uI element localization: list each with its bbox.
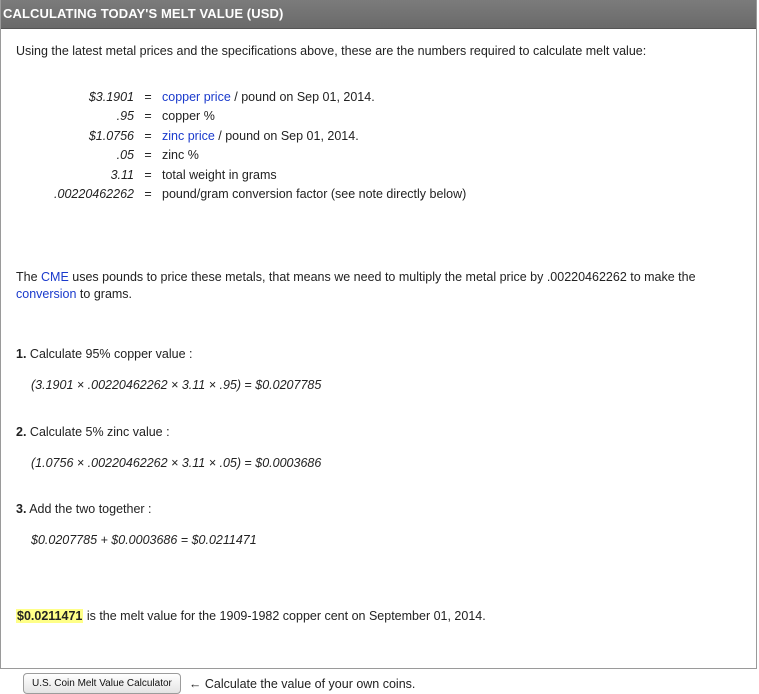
cme-note bbox=[16, 269, 741, 303]
step-3-formula bbox=[31, 533, 257, 547]
step-3-heading bbox=[16, 502, 152, 516]
cme-note-text: The bbox=[16, 270, 42, 284]
step-2-formula bbox=[31, 456, 321, 470]
spec-description-text: / pound on Sep 01, 2014. bbox=[230, 89, 375, 104]
spec-description bbox=[162, 126, 466, 146]
spec-description-text: zinc % bbox=[162, 148, 199, 163]
copper-price-link[interactable]: copper price bbox=[162, 89, 231, 104]
intro-text: Using the latest metal prices and the specifications above, these are the numbers required to calculate melt value: bbox=[16, 44, 647, 58]
spec-description-text: pound/gram conversion factor (see note directly below) bbox=[162, 187, 467, 202]
step-1-formula bbox=[31, 378, 321, 392]
specs-table bbox=[36, 87, 466, 204]
panel-header: CALCULATING TODAY'S MELT VALUE (USD) bbox=[1, 0, 756, 29]
formula-result: $0.0207785 bbox=[255, 378, 322, 392]
spec-row bbox=[36, 185, 466, 205]
formula-expression: (1.0756 × .00220462262 × 3.11 × .05) bbox=[31, 456, 242, 470]
spec-value: $3.1901 bbox=[88, 89, 134, 104]
spec-description bbox=[162, 165, 466, 185]
spec-equals: = bbox=[144, 148, 152, 163]
melt-value-text: is the melt value for the 1909-1982 copper cent on September 01, 2014. bbox=[83, 609, 486, 623]
spec-description bbox=[162, 107, 466, 127]
spec-row bbox=[36, 87, 466, 107]
spec-equals: = bbox=[144, 187, 152, 202]
spec-description bbox=[162, 146, 466, 166]
spec-equals: = bbox=[144, 109, 152, 124]
step-label: Add the two together : bbox=[26, 502, 152, 516]
zinc-price-link[interactable]: zinc price bbox=[162, 128, 215, 143]
step-number: 3. bbox=[16, 502, 27, 516]
spec-equals: = bbox=[144, 89, 152, 104]
formula-equals: = bbox=[241, 378, 256, 392]
step-label: Calculate 5% zinc value : bbox=[26, 425, 170, 439]
spec-row bbox=[36, 126, 466, 146]
formula-expression: $0.0207785 + $0.0003686 = $0.0211471 bbox=[31, 533, 257, 547]
step-number: 1. bbox=[16, 347, 27, 361]
spec-row bbox=[36, 146, 466, 166]
step-2-heading bbox=[16, 425, 170, 439]
spec-value: .00220462262 bbox=[54, 187, 134, 202]
calculator-row bbox=[23, 673, 415, 694]
conversion-link[interactable]: conversion bbox=[16, 287, 77, 301]
formula-equals: = bbox=[241, 456, 256, 470]
formula-result: $0.0003686 bbox=[255, 456, 322, 470]
step-number: 2. bbox=[16, 425, 27, 439]
spec-value: .95 bbox=[116, 109, 134, 124]
cme-note-text: uses pounds to price these metals, that means we need to multiply the metal price by .00220462262 to make the bbox=[68, 270, 696, 284]
spec-description bbox=[162, 185, 466, 205]
spec-description bbox=[162, 87, 466, 107]
spec-description-text: copper % bbox=[162, 109, 215, 124]
spec-equals: = bbox=[144, 167, 152, 182]
spec-description-text: / pound on Sep 01, 2014. bbox=[214, 128, 359, 143]
spec-equals: = bbox=[144, 128, 152, 143]
spec-value: .05 bbox=[116, 148, 134, 163]
spec-row bbox=[36, 165, 466, 185]
cme-link[interactable]: CME bbox=[41, 270, 69, 284]
step-label: Calculate 95% copper value : bbox=[26, 347, 193, 361]
step-1-heading bbox=[16, 347, 193, 361]
spec-row bbox=[36, 107, 466, 127]
cme-note-text: to grams. bbox=[76, 287, 133, 301]
spec-description-text: total weight in grams bbox=[162, 167, 277, 182]
spec-value: $1.0756 bbox=[88, 128, 134, 143]
melt-value-result bbox=[16, 609, 486, 623]
spec-value: 3.11 bbox=[110, 167, 134, 182]
melt-value-highlight: $0.0211471 bbox=[17, 609, 83, 623]
coin-melt-calculator-button[interactable]: U.S. Coin Melt Value Calculator bbox=[23, 673, 181, 694]
calculator-note: ← Calculate the value of your own coins. bbox=[188, 676, 416, 691]
formula-expression: (3.1901 × .00220462262 × 3.11 × .95) bbox=[31, 378, 242, 392]
